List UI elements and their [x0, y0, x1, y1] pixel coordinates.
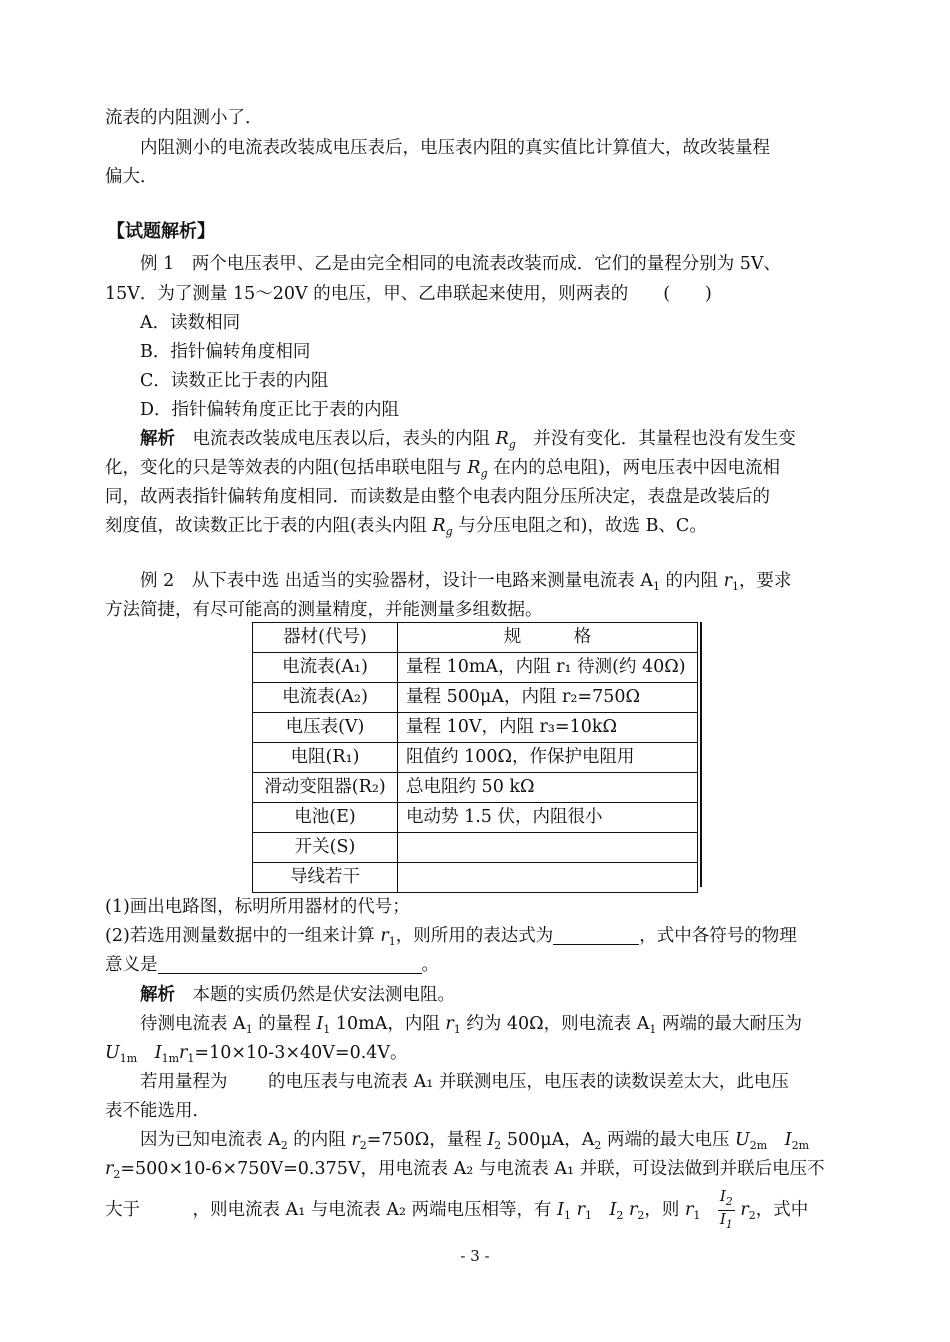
table-row [253, 803, 698, 833]
table-cell: 电动势 1.5 伏，内阻很小 [398, 803, 698, 833]
table-cell [398, 863, 698, 893]
table-cell: 量程 500μA，内阻 r₂=750Ω [398, 683, 698, 713]
paragraph-line: 偏大． [105, 167, 158, 187]
table-border [700, 622, 702, 887]
question-2-line: (2)若选用测量数据中的一组来计算 $r_1$，则所用的表达式为 ，式中各符号的物理 [105, 926, 797, 948]
solution-1-line: 同，故两表指针偏转角度相同．而读数是由整个电表内阻分压所决定，表盘是改装后的 [105, 487, 770, 507]
table-cell: 量程 10mA，内阻 r₁ 待测(约 40Ω) [398, 653, 698, 683]
table-cell: 电流表(A₁) [253, 653, 398, 683]
table-cell: 导线若干 [253, 863, 398, 893]
question-2-line: 意义是 。 [105, 955, 439, 975]
table-cell: 开关(S) [253, 833, 398, 863]
answer-blank[interactable] [158, 953, 422, 974]
table-cell: 电流表(A₂) [253, 683, 398, 713]
equipment-table [252, 622, 698, 893]
solution-2-line: 解析 本题的实质仍然是伏安法测电阻。 [140, 985, 455, 1005]
table-cell: 电压表(V) [253, 713, 398, 743]
option-b: B．指针偏转角度相同 [140, 342, 311, 362]
table-row [253, 773, 698, 803]
table-header-cell: 规 格 [398, 623, 698, 653]
table-row [253, 713, 698, 743]
solution-2-line: 待测电流表 $A_1$ 的量程 $I_1$ 10mA，内阻 $r_1$ 约为 40Ω，则电流表 $A_1$ 两端的最大耐压为 [140, 1014, 802, 1036]
solution-label: 解析 [140, 429, 175, 449]
table-cell: 总电阻约 50 kΩ [398, 773, 698, 803]
table-row [253, 863, 698, 893]
example-1-line: 例 1 两个电压表甲、乙是由完全相同的电流表改装而成．它们的量程分别为 5V、 [140, 254, 782, 274]
option-c: C．读数正比于表的内阻 [140, 371, 329, 391]
example-1-line: 15V．为了测量 15～20V 的电压，甲、乙串联起来使用，则两表的 ( ) [105, 284, 712, 304]
table-cell: 量程 10V，内阻 r₃=10kΩ [398, 713, 698, 743]
table-header-cell: 器材(代号) [253, 623, 398, 653]
question-1: (1)画出电路图，标明所用器材的代号； [105, 897, 410, 917]
table-row [253, 833, 698, 863]
example-2-line: 方法简捷，有尽可能高的测量精度，并能测量多组数据。 [105, 600, 543, 620]
solution-2-line: $U_{1m}$ $I_{1m}r_1=10\times 10-3\times 40V=0.4V$。 [105, 1043, 408, 1065]
table-header-row [253, 623, 698, 653]
table-row [253, 653, 698, 683]
answer-blank[interactable] [553, 924, 639, 945]
table-cell: 电阻(R₁) [253, 743, 398, 773]
paragraph-line: 内阻测小的电流表改装成电压表后，电压表内阻的真实值比计算值大，故改装量程 [140, 138, 770, 158]
table-row [253, 683, 698, 713]
solution-2-line: 若用量程为 的电压表与电流表 A₁ 并联测电压，电压表的读数误差太大，此电压 [140, 1072, 789, 1092]
paragraph-line: 流表的内阻测小了． [105, 108, 263, 128]
table-cell: 电池(E) [253, 803, 398, 833]
solution-1-line: 解析 电流表改装成电压表以后，表头的内阻 $R_g$ 并没有变化．其量程也没有发生变 [140, 429, 796, 451]
option-a: A．读数相同 [140, 313, 241, 333]
solution-label: 解析 [140, 985, 175, 1005]
solution-2-line: $r_2=500\times 10-6\times 750V=0.375V$，用电流表 A₂ 与电流表 A₁ 并联，可设法做到并联后电压不 [105, 1159, 825, 1181]
solution-2-line: 表不能选用． [105, 1101, 210, 1121]
solution-1-line: 刻度值，故读数正比于表的内阻(表头内阻 $R_g$ 与分压电阻之和)，故选 B、C。 [105, 516, 707, 538]
table-cell: 阻值约 100Ω，作保护电阻用 [398, 743, 698, 773]
option-d: D．指针偏转角度正比于表的内阻 [140, 400, 400, 420]
section-heading: 【试题解析】 [107, 221, 215, 242]
solution-1-line: 化，变化的只是等效表的内阻(包括串联电阻与 $R_g$ 在内的总电阻)，两电压表中因电流相 [105, 458, 781, 480]
table-row [253, 743, 698, 773]
example-2-line: 例 2 从下表中选 出适当的实验器材，设计一电路来测量电流表 $A_1$ 的内阻 $r_1$，要求 [140, 571, 792, 593]
solution-2-line: 因为已知电流表 $A_2$ 的内阻 $r_2=750\Omega$，量程 $I_2$ 500μA，$A_2$ 两端的最大电压 $U_{2m}$ $I_{2m}$ [140, 1130, 810, 1152]
fraction: $\frac{I_2}{I_1}$ [719, 1187, 733, 1231]
solution-2-line: 大于 ，则电流表 A₁ 与电流表 A₂ 两端电压相等，有 $I_1$ $r_1$ $I_2$ $r_2$，则 $r_1$ $\frac{I_2}{I_1}$ $r_2$，式中 [105, 1187, 809, 1231]
table-cell: 滑动变阻器(R₂) [253, 773, 398, 803]
page-number: - 3 - [460, 1247, 490, 1265]
table-cell [398, 833, 698, 863]
